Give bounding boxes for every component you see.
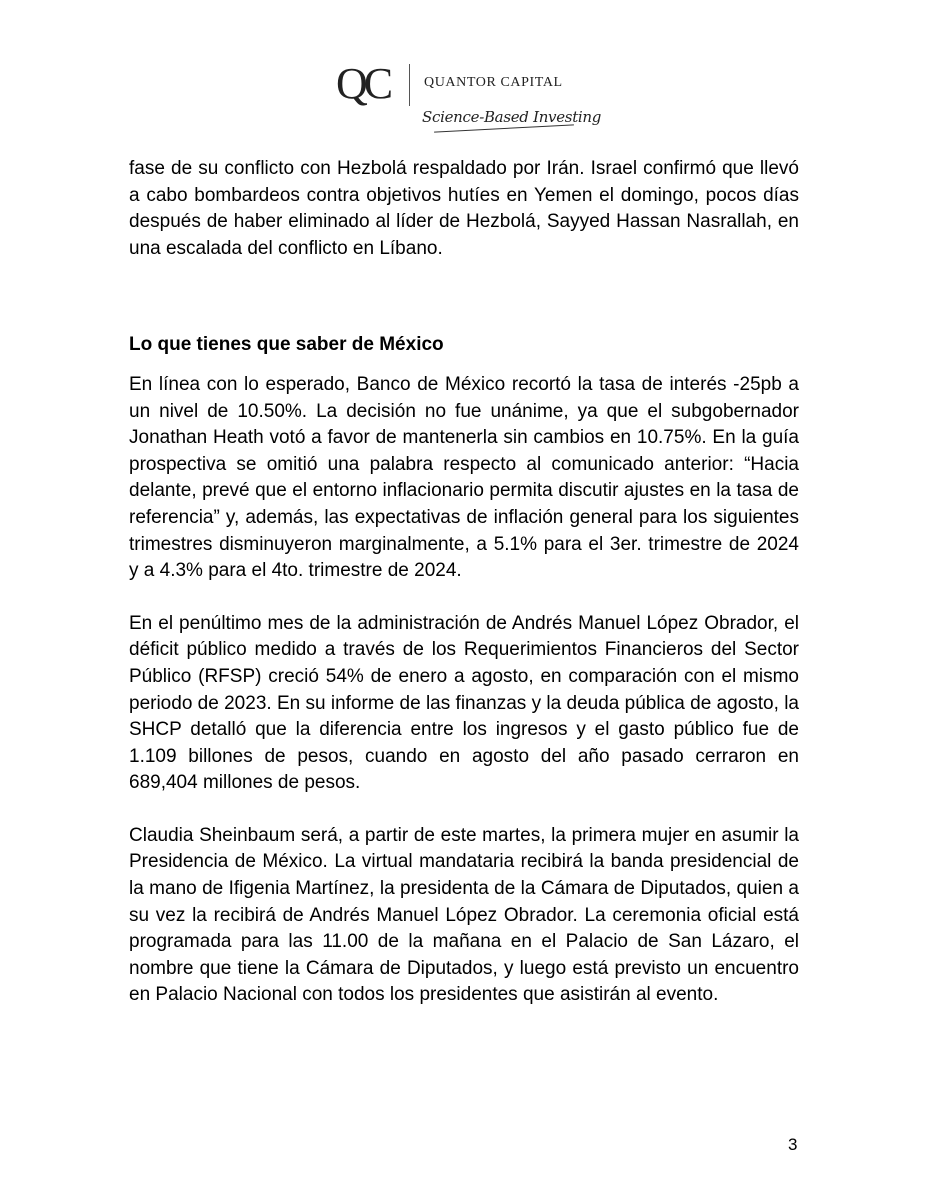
page-number: 3 xyxy=(788,1135,798,1154)
company-name: QUANTOR CAPITAL xyxy=(424,75,563,90)
document-body xyxy=(129,156,799,1035)
logo-monogram: QC xyxy=(336,59,390,108)
company-logo xyxy=(336,59,602,142)
section-heading: Lo que tienes que saber de México xyxy=(129,334,444,356)
lead-paragraph: fase de su conflicto con Hezbolá respaldado por Irán. Israel confirmó que llevó a cabo bombardeos contra objetivos hutíes en Yemen el domingo, pocos días después de haber eliminado al líder de Hezbolá, Sayyed Hassan Nasrallah, en una escalada del conflicto en Líbano. xyxy=(129,158,799,259)
company-tagline: Science-Based Investing xyxy=(422,108,602,126)
logo-divider xyxy=(409,64,410,106)
paragraph-deficit: En el penúltimo mes de la administración de Andrés Manuel López Obrador, el déficit público medido a través de los Requerimientos Financieros del Sector Público (RFSP) creció 54% de enero a agosto, en comparación con el mismo periodo de 2023. En su informe de las finanzas y la deuda pública de agosto, la SHCP detalló que la diferencia entre los ingresos y el gasto público fue de 1.109 billones de pesos, cuando en agosto del año pasado cerraron en 689,404 millones de pesos. xyxy=(129,612,799,794)
paragraph-sheinbaum: Claudia Sheinbaum será, a partir de este martes, la primera mujer en asumir la Presidencia de México. La virtual mandataria recibirá la banda presidencial de la mano de Ifigenia Martínez, la presidenta de la Cámara de Diputados, quien a su vez la recibirá de Andrés Manuel López Obrador. La ceremonia oficial está programada para las 11.00 de la mañana en el Palacio de San Lázaro, el nombre que tiene la Cámara de Diputados, y luego está previsto un encuentro en Palacio Nacional con todos los presidentes que asistirán al evento. xyxy=(129,824,799,1006)
paragraph-banxico: En línea con lo esperado, Banco de México recortó la tasa de interés -25pb a un nivel de 10.50%. La decisión no fue unánime, ya que el subgobernador Jonathan Heath votó a favor de mantenerla sin cambios en 10.75%. En la guía prospectiva se omitió una palabra respecto al comunicado anterior: “Hacia delante, prevé que el entorno inflacionario permita discutir ajustes en la tasa de referencia” y, además, las expectativas de inflación general para los siguientes trimestres disminuyeron marginalmente, a 5.1% para el 3er. trimestre de 2024 y a 4.3% para el 4to. trimestre de 2024. xyxy=(129,373,799,582)
